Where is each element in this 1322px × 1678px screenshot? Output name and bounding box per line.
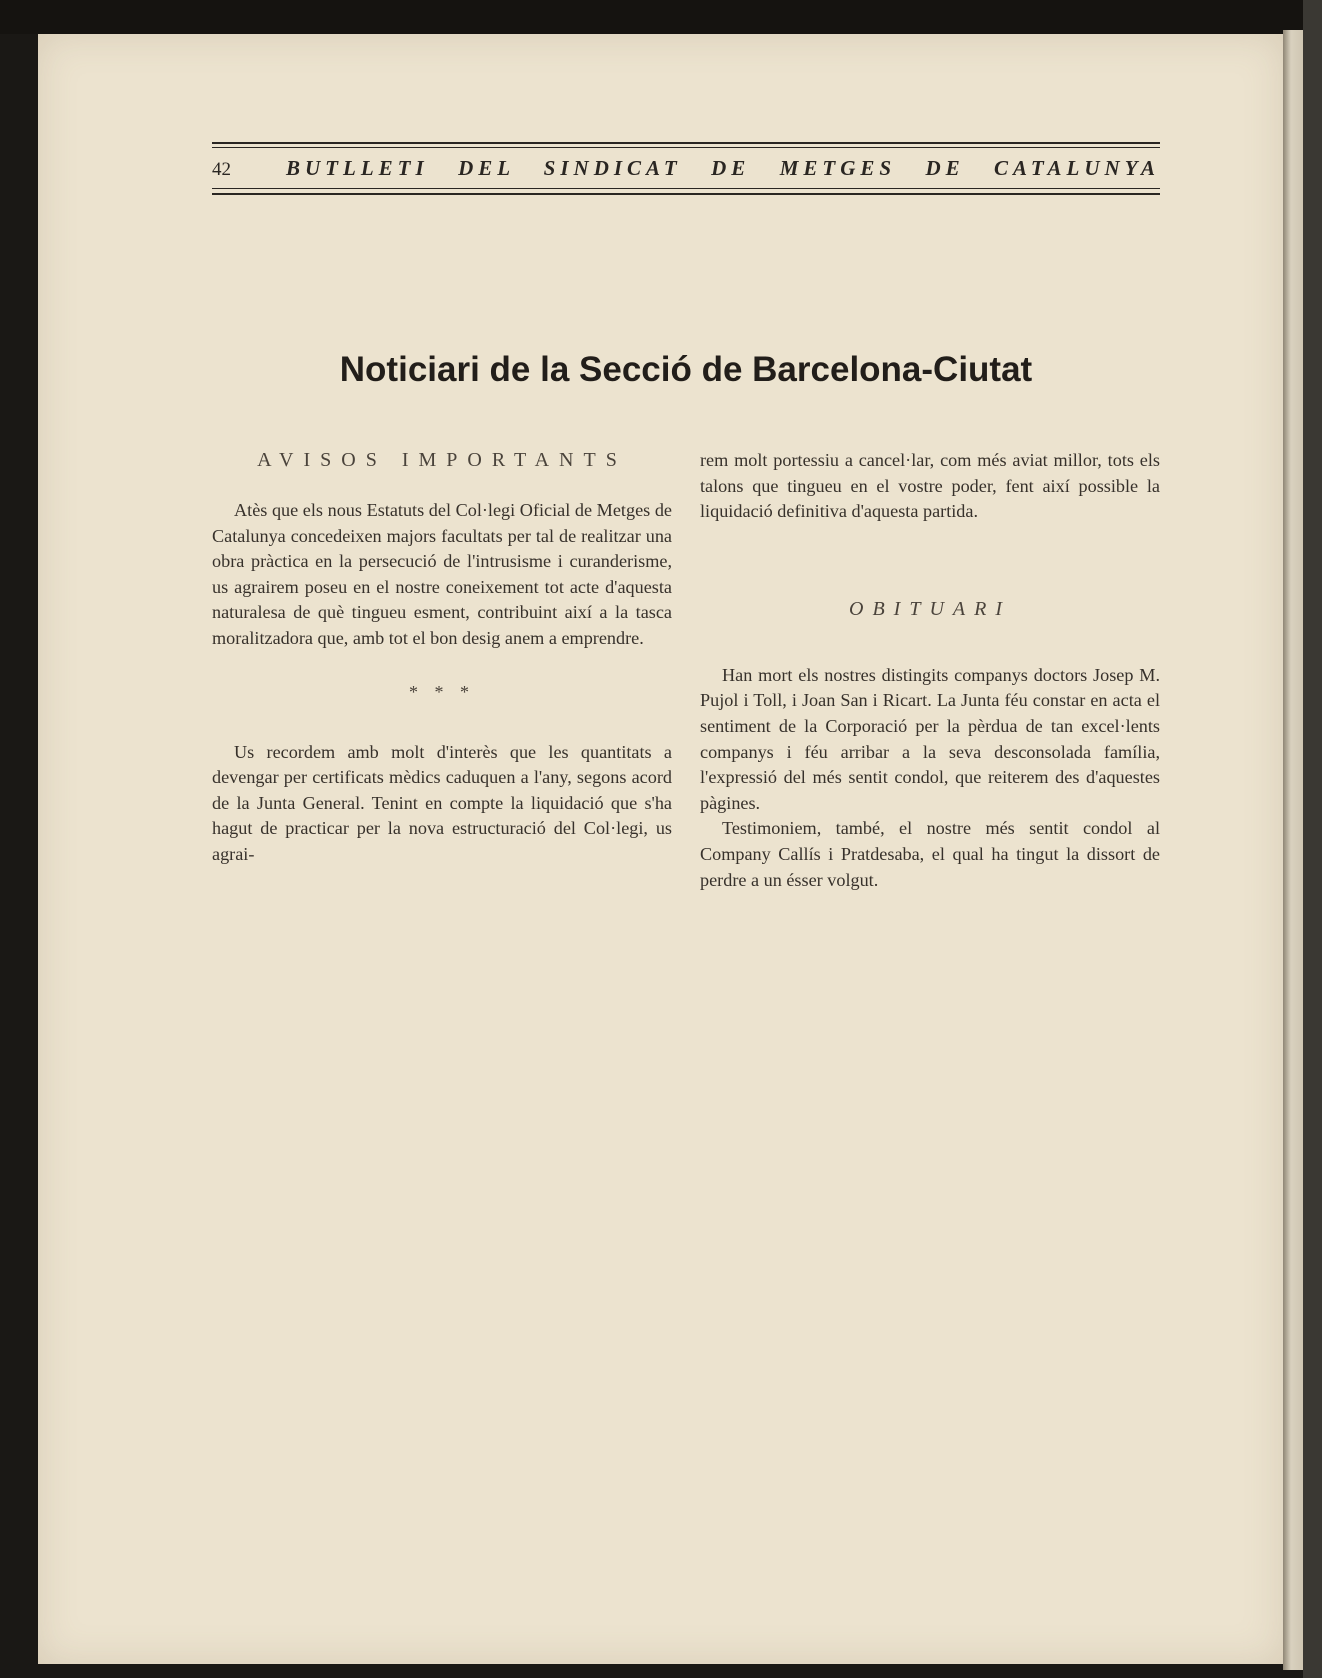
header-rule-top-thin xyxy=(212,147,1160,148)
avisos-paragraph-1: Atès que els nous Estatuts del Col·legi Oficial de Metges de Catalunya concedeixen majors facultats per tal de realitzar una obra pràctica en la persecució de l'intrusisme i curanderisme, us agrairem poseu en el nostre coneixement tot acte d'aquesta naturalesa de què tingueu esment, contribuint així a la tasca moralitzadora que, amb tot el bon desig anem a emprendre. xyxy=(212,500,672,648)
header-rule-bottom-thin xyxy=(212,188,1160,189)
left-column xyxy=(212,448,672,868)
continued-paragraph: rem molt portessiu a cancel·lar, com més aviat millor, tots els talons que tingueu en el vostre poder, fent així possible la liquidació definitiva d'aquesta partida. xyxy=(700,450,1160,522)
right-column xyxy=(700,448,1160,893)
scan-top-border xyxy=(0,0,1322,34)
journal-title: BUTLLETI DEL SINDICAT DE METGES DE CATALUNYA xyxy=(286,156,1160,180)
obituari-paragraph-2: Testimoniem, també, el nostre més sentit condol al Company Callís i Pratdesaba, el qual ha tingut la dissort de perdre a un ésser volgut. xyxy=(700,818,1160,890)
avisos-paragraph-2: Us recordem amb molt d'interès que les quantitats a devengar per certificats mèdics caduquen a l'any, segons acord de la Junta General. Tenint en compte la liquidació que s'ha hagut de practicar per la nova estructuració del Col·legi, us agrai- xyxy=(212,741,672,864)
obituari-heading: OBITUARI xyxy=(849,597,1011,620)
header-rule-top xyxy=(212,142,1160,144)
avisos-heading: AVISOS IMPORTANTS xyxy=(257,449,627,471)
header-rule-bottom xyxy=(212,193,1160,195)
section-separator: * * * xyxy=(409,681,475,702)
scan-right-border xyxy=(1303,0,1322,1678)
section-title: Noticiari de la Secció de Barcelona-Ciutat xyxy=(339,350,1033,389)
running-header xyxy=(212,142,1160,198)
obituari-paragraph-1: Han mort els nostres distingits companys doctors Josep M. Pujol i Toll, i Joan San i Ricart. La Junta féu constar en acta el sentiment de la Corporació per la pèrdua de tan excel·lents companys i féu arribar a la seva desconsolada família, l'expressió del més sentit condol, que reiterem des d'aquestes pàgines. xyxy=(700,664,1160,813)
page-edge xyxy=(1283,30,1303,1670)
page-number: 42 xyxy=(212,159,231,180)
